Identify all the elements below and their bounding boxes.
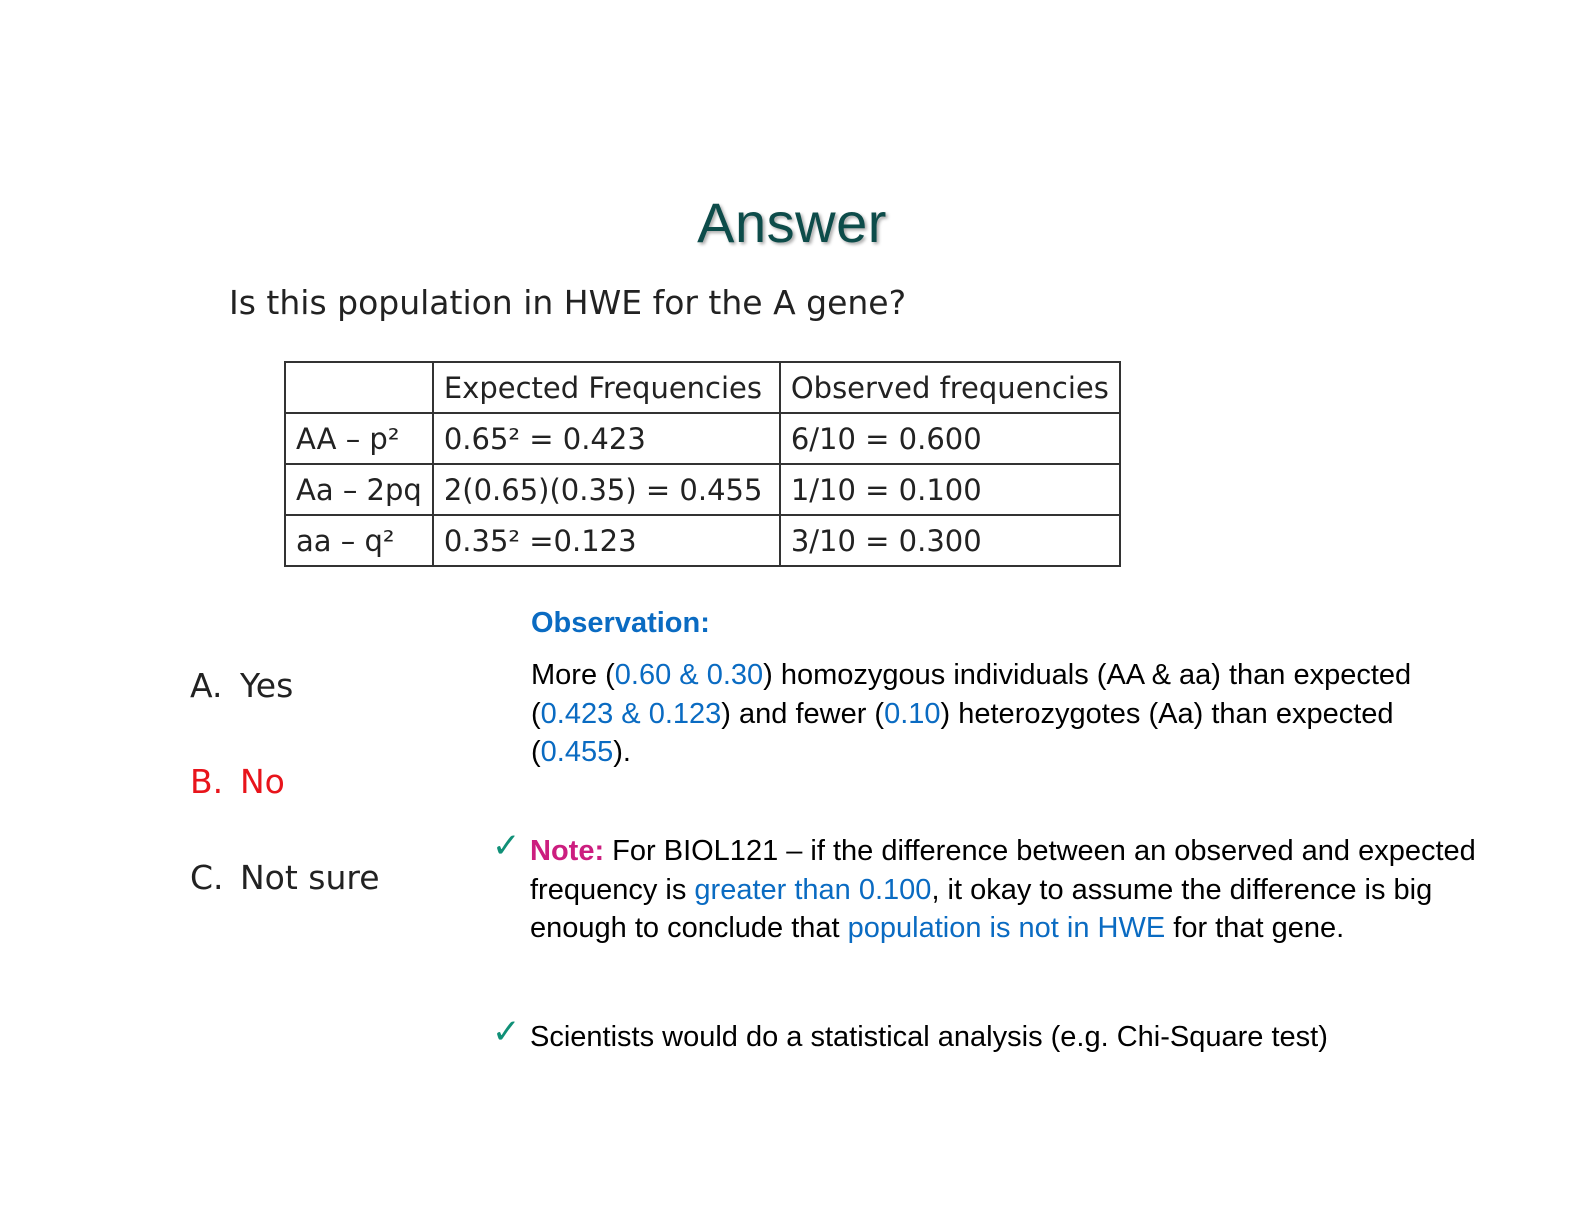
obs-segment: ).	[613, 736, 631, 768]
option-letter: A.	[190, 666, 223, 705]
obs-value-observed-heterozygous: 0.10	[884, 697, 941, 730]
option-c	[190, 855, 380, 951]
obs-segment: More (	[531, 659, 615, 691]
obs-segment: ) and fewer (	[721, 697, 885, 730]
observed-cell: 6/10 = 0.600	[780, 413, 1120, 464]
slide-title: Answer	[697, 191, 887, 254]
observation-text	[531, 656, 1451, 772]
checkmark-icon: ✓	[492, 1012, 521, 1052]
table-row	[285, 515, 1120, 566]
obs-value-expected-heterozygous: 0.455	[540, 736, 614, 768]
obs-segment: ) homozygous individuals (AA & aa) than expected (	[531, 659, 1412, 730]
table-header-cell: Expected Frequencies	[433, 362, 780, 413]
note-label: Note:	[530, 835, 605, 867]
frequency-table	[284, 361, 1121, 567]
option-letter: B.	[190, 762, 224, 801]
expected-cell: 0.65² = 0.423	[433, 413, 780, 464]
note-highlight-conclusion: population is not in HWE	[847, 912, 1166, 944]
option-text: Yes	[240, 666, 294, 705]
note-text	[530, 832, 1490, 948]
observed-cell: 1/10 = 0.100	[780, 464, 1120, 515]
option-text: Not sure	[240, 858, 380, 897]
obs-segment: ) heterozygotes (Aa) than expected (	[531, 697, 1394, 768]
table-header-cell: Observed frequencies	[780, 362, 1120, 413]
obs-value-observed-homozygous: 0.60 & 0.30	[614, 659, 764, 691]
option-text: No	[240, 762, 285, 801]
answer-options	[190, 663, 380, 951]
table-row	[285, 464, 1120, 515]
genotype-cell: Aa – 2pq	[285, 464, 433, 515]
note-segment: For BIOL121 – if the difference between an observed and expected frequency is	[530, 835, 1476, 906]
option-a	[190, 663, 380, 759]
table-row	[285, 413, 1120, 464]
table-header-cell	[285, 362, 433, 413]
observation-heading: Observation:	[531, 607, 710, 639]
note-segment: for that gene.	[1165, 912, 1345, 944]
table-header-row	[285, 362, 1120, 413]
science-text: Scientists would do a statistical analysis (e.g. Chi-Square test)	[530, 1021, 1328, 1053]
option-b-correct	[190, 759, 380, 855]
observed-cell: 3/10 = 0.300	[780, 515, 1120, 566]
expected-cell: 2(0.65)(0.35) = 0.455	[433, 464, 780, 515]
genotype-cell: AA – p²	[285, 413, 433, 464]
checkmark-icon: ✓	[492, 826, 521, 866]
obs-value-expected-homozygous: 0.423 & 0.123	[540, 697, 722, 730]
genotype-cell: aa – q²	[285, 515, 433, 566]
note-segment: , it okay to assume the difference is big enough to conclude that	[530, 873, 1433, 944]
option-letter: C.	[190, 858, 224, 897]
note-highlight-threshold: greater than 0.100	[694, 873, 932, 906]
question-text: Is this population in HWE for the A gene?	[229, 283, 907, 322]
expected-cell: 0.35² =0.123	[433, 515, 780, 566]
